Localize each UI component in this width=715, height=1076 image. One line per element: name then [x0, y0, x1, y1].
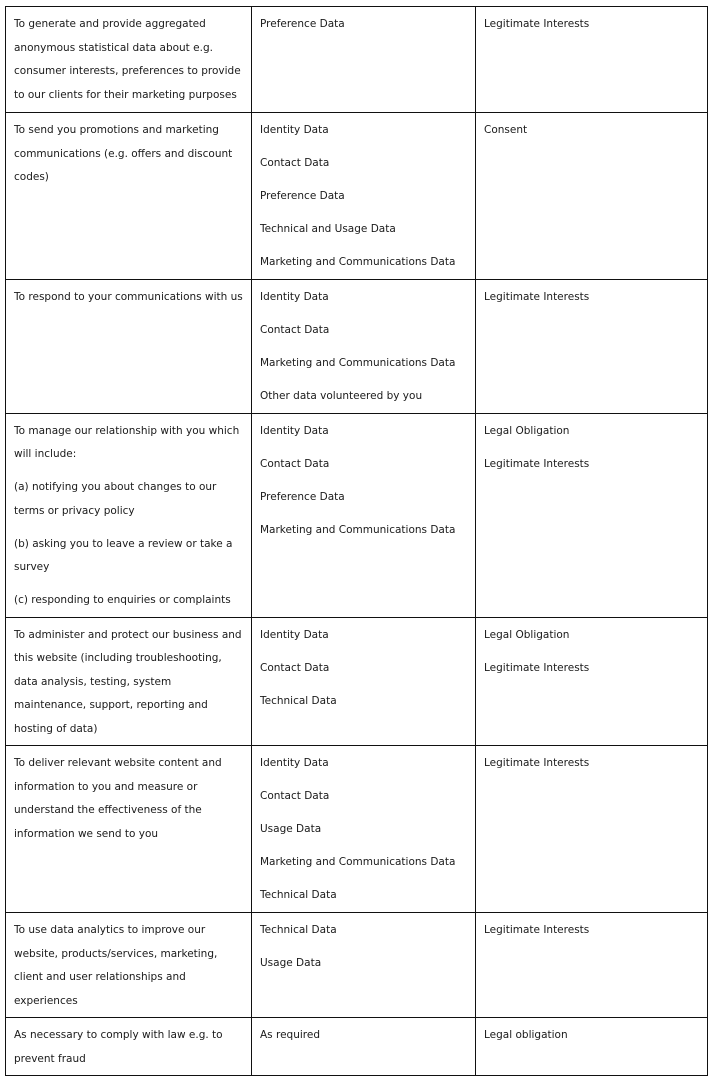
cell-text: Legitimate Interests	[484, 18, 590, 30]
purpose-cell	[6, 617, 252, 746]
cell-text: To manage our relationship with you which will include:	[14, 424, 240, 460]
purpose-cell	[6, 746, 252, 913]
table-row	[6, 746, 708, 913]
cell-text: To deliver relevant website content and information to you and measure or understand the effectiveness of the information we send to you	[14, 757, 222, 840]
cell-text: Identity Data	[260, 424, 329, 437]
table-row	[6, 413, 708, 617]
cell-text: Consent	[484, 124, 528, 136]
cell-text: Legitimate Interests	[484, 924, 590, 936]
lawful-basis-cell	[476, 746, 708, 913]
cell-text: Contact Data	[260, 157, 330, 169]
cell-text: Contact Data	[260, 661, 330, 674]
purpose-cell	[6, 413, 252, 617]
cell-text: Identity Data	[260, 757, 329, 769]
lawful-basis-cell	[476, 413, 708, 617]
cell-text: Preference Data	[260, 190, 345, 202]
data-category-cell	[252, 113, 476, 280]
table-row	[6, 113, 708, 280]
cell-text: Technical Data	[260, 694, 337, 707]
lawful-basis-cell	[476, 913, 708, 1018]
data-category-cell	[252, 1018, 476, 1076]
cell-text: To use data analytics to improve our website, products/services, marketing, client and user relationships and experiences	[14, 924, 218, 1007]
cell-text: Preference Data	[260, 490, 345, 503]
cell-text: Legal Obligation	[484, 628, 570, 641]
cell-text: Preference Data	[260, 18, 345, 30]
cell-text: Legitimate Interests	[484, 757, 590, 769]
cell-text: Marketing and Communications Data	[260, 256, 456, 268]
purpose-cell	[6, 913, 252, 1018]
purpose-cell	[6, 1018, 252, 1076]
lawful-basis-cell	[476, 1018, 708, 1076]
cell-text: Technical Data	[260, 924, 337, 936]
lawful-basis-cell	[476, 617, 708, 746]
cell-text: Contact Data	[260, 790, 330, 802]
table-body	[6, 7, 708, 1076]
cell-text: Legitimate Interests	[484, 661, 590, 674]
purpose-cell	[6, 113, 252, 280]
cell-text: Usage Data	[260, 823, 322, 835]
cell-text: (b) asking you to leave a review or take a survey	[14, 537, 233, 573]
cell-text: To respond to your communications with us	[14, 291, 243, 303]
lawful-basis-cell	[476, 7, 708, 113]
purpose-cell	[6, 280, 252, 414]
cell-text: Legal obligation	[484, 1029, 568, 1041]
lawful-basis-cell	[476, 113, 708, 280]
lawful-basis-cell	[476, 280, 708, 414]
purpose-cell	[6, 7, 252, 113]
cell-text: Contact Data	[260, 324, 330, 336]
cell-text: Legitimate Interests	[484, 457, 590, 470]
data-category-cell	[252, 746, 476, 913]
table-row	[6, 7, 708, 113]
cell-text: Identity Data	[260, 291, 329, 303]
cell-text: Technical Data	[260, 889, 337, 901]
cell-text: Marketing and Communications Data	[260, 856, 456, 868]
cell-text: Marketing and Communications Data	[260, 523, 456, 536]
cell-text: Legal Obligation	[484, 424, 570, 437]
cell-text: Legitimate Interests	[484, 291, 590, 303]
cell-text: To send you promotions and marketing communications (e.g. offers and discount codes)	[14, 124, 233, 183]
cell-text: As necessary to comply with law e.g. to prevent fraud	[14, 1029, 223, 1065]
table-row	[6, 913, 708, 1018]
cell-text: Technical and Usage Data	[260, 223, 396, 235]
cell-text: Marketing and Communications Data	[260, 357, 456, 369]
table-row	[6, 280, 708, 414]
data-category-cell	[252, 413, 476, 617]
cell-text: As required	[260, 1029, 320, 1041]
cell-text: To administer and protect our business and this website (including troubleshooting, data analysis, testing, system maintenance, support, reporting and hosting of data)	[14, 628, 242, 735]
cell-text: Identity Data	[260, 124, 329, 136]
cell-text: Identity Data	[260, 628, 329, 641]
cell-text: To generate and provide aggregated anonymous statistical data about e.g. consumer interests, preferences to provide to our clients for their marketing purposes	[14, 18, 241, 101]
table-row	[6, 1018, 708, 1076]
table-row	[6, 617, 708, 746]
cell-text: Usage Data	[260, 957, 322, 969]
purpose-data-basis-table	[5, 6, 708, 1076]
cell-text: (c) responding to enquiries or complaints	[14, 594, 231, 606]
data-category-cell	[252, 7, 476, 113]
cell-text: Contact Data	[260, 457, 330, 470]
cell-text: (a) notifying you about changes to our terms or privacy policy	[14, 481, 217, 517]
cell-text: Other data volunteered by you	[260, 390, 423, 402]
data-category-cell	[252, 280, 476, 414]
data-category-cell	[252, 617, 476, 746]
data-category-cell	[252, 913, 476, 1018]
